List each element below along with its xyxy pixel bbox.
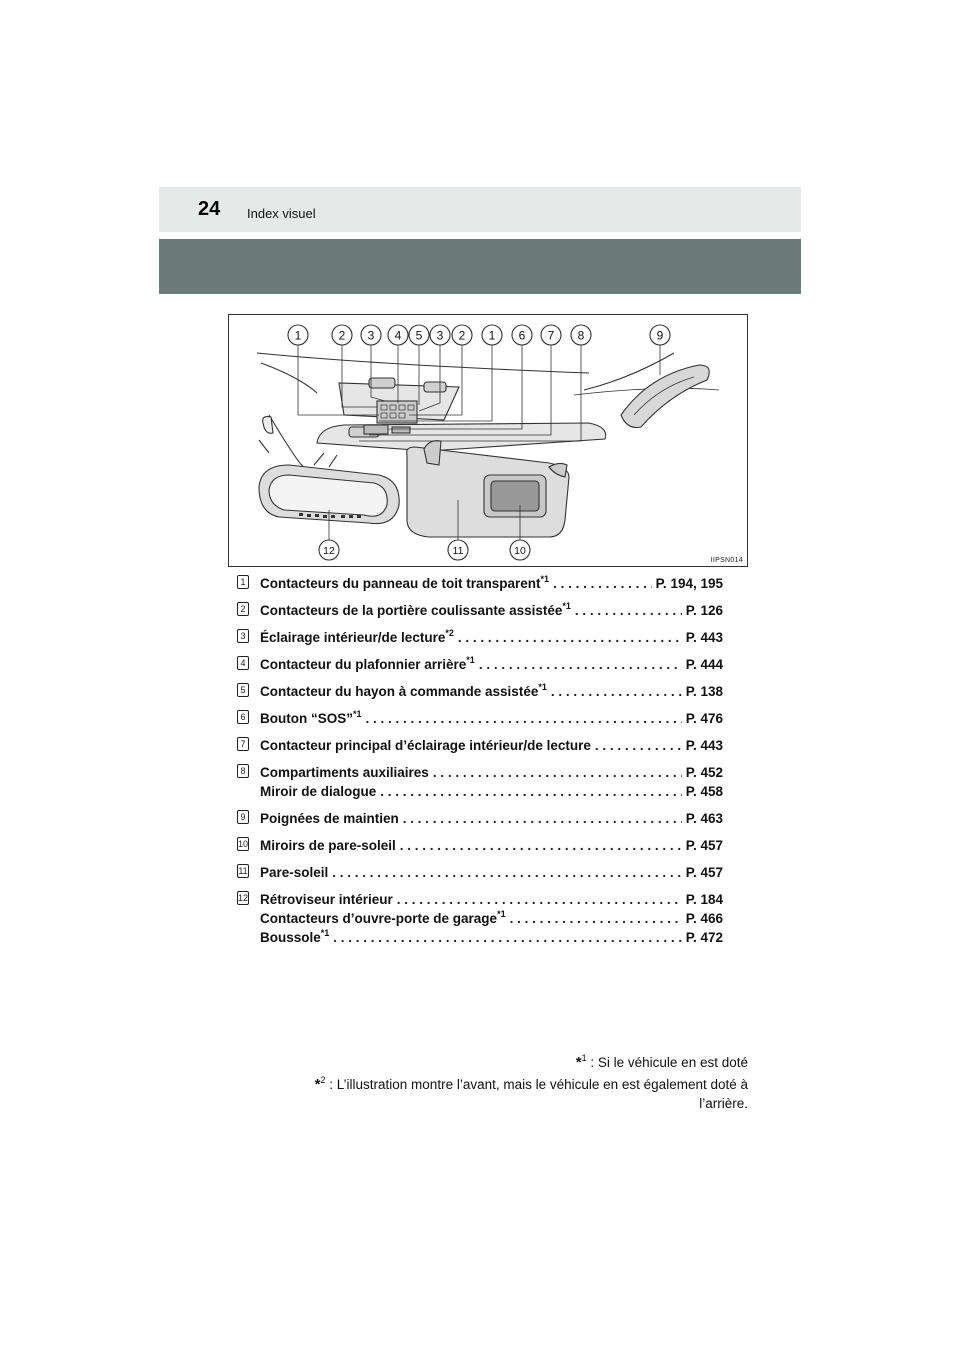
entry-line (260, 863, 723, 882)
leader-dots (403, 809, 682, 828)
callout-10: 10 (514, 545, 526, 557)
figure-code: IIPSN014 (710, 557, 743, 564)
page-reference: P. 472 (685, 930, 723, 945)
leader-dots (380, 782, 681, 801)
leader-dots (400, 836, 682, 855)
section-title: Index visuel (247, 206, 316, 221)
entry-label: Boussole$^{*1}$ (260, 928, 330, 945)
leader-dots (332, 863, 681, 882)
page-reference: P. 444 (685, 657, 723, 672)
callout-1-left: 1 (294, 328, 302, 343)
entry-label: Poignées de maintien (260, 811, 399, 826)
entry-line (260, 890, 723, 909)
page-reference: P. 194, 195 (655, 576, 723, 591)
callout-7: 7 (547, 328, 555, 343)
page-reference: P. 126 (685, 603, 723, 618)
entry-line (260, 763, 723, 782)
footnote: *$^1$ : Si le véhicule en est doté (575, 1053, 748, 1071)
footnote-mark: *1 (320, 928, 330, 938)
callout-2-right: 2 (458, 328, 466, 343)
leader-dots (595, 736, 682, 755)
callout-3-left: 3 (367, 328, 375, 343)
leader-dots (458, 628, 682, 647)
entry-number-badge: 3 (237, 629, 249, 643)
footnote-mark: *1 (538, 682, 547, 692)
entry-number-badge: 11 (238, 866, 248, 876)
index-entry-9 (237, 809, 723, 828)
leader-dots (397, 890, 682, 909)
index-entry-3 (237, 628, 723, 647)
page-reference: P. 457 (685, 865, 723, 880)
footnote-mark: *1 (466, 655, 475, 665)
entry-number-badge: 2 (237, 602, 249, 616)
leader-dots (551, 682, 682, 701)
callout-4: 4 (394, 328, 402, 343)
footnotes (278, 1053, 748, 1116)
ceiling-drawing (229, 315, 749, 568)
entry-line (260, 736, 723, 755)
callout-8: 8 (577, 328, 585, 343)
callout-3-right: 3 (436, 328, 444, 343)
page-reference: P. 466 (685, 911, 723, 926)
entry-label: Compartiments auxiliaires (260, 765, 429, 780)
entry-number-badge: 12 (238, 893, 249, 903)
callout-2-left: 2 (338, 328, 346, 343)
page-number: 24 (198, 198, 221, 220)
callout-1-right: 1 (488, 328, 496, 343)
footnote-mark: *1 (353, 709, 362, 719)
page-reference: P. 463 (685, 811, 723, 826)
callout-6: 6 (518, 328, 526, 343)
index-entry-1 (237, 574, 723, 593)
leader-dots (510, 909, 682, 928)
entry-label: Contacteurs d’ouvre-porte de garage$^{*1}$ (260, 909, 506, 926)
footnote-mark: *1 (562, 601, 571, 611)
leader-dots (575, 601, 682, 620)
footnote-mark: *1 (540, 574, 550, 584)
chapter-band (159, 239, 801, 294)
callout-9: 9 (656, 328, 664, 343)
page-reference: P. 452 (685, 765, 723, 780)
entry-label: Rétroviseur intérieur (260, 892, 393, 907)
footnote: *$^2$ : L’illustration montre l’avant, mais le véhicule en est également doté à l’arrière. (314, 1075, 748, 1111)
page-reference: P. 458 (685, 784, 723, 799)
entry-label: Contacteur principal d’éclairage intérieur/de lecture (260, 738, 591, 753)
page-reference: P. 138 (685, 684, 723, 699)
entry-line (260, 809, 723, 828)
entry-number-badge: 6 (237, 710, 249, 724)
entry-number-badge: 10 (238, 839, 249, 849)
entry-number-badge: 5 (237, 683, 249, 697)
index-entry-7 (237, 736, 723, 755)
callout-5: 5 (415, 328, 423, 343)
index-entry-12 (237, 890, 723, 947)
entry-number-badge: 1 (237, 575, 249, 589)
index-entry-4 (237, 655, 723, 674)
entry-number-badge: 9 (237, 810, 249, 824)
leader-dots (479, 655, 682, 674)
leader-dots (366, 709, 682, 728)
entry-label: Miroirs de pare-soleil (260, 838, 396, 853)
index-list (237, 574, 723, 955)
entry-line (260, 709, 723, 728)
entry-line (260, 655, 723, 674)
entry-line (260, 782, 723, 801)
entry-label: Contacteurs du panneau de toit transparent$^{*1}$ (260, 574, 550, 591)
entry-number-badge: 4 (237, 656, 249, 670)
entry-number-badge: 8 (237, 764, 249, 778)
entry-label: Pare-soleil (260, 865, 329, 880)
entry-line (260, 909, 723, 928)
leader-dots (433, 763, 682, 782)
index-entry-10 (237, 836, 723, 855)
entry-line (260, 836, 723, 855)
page-reference: P. 476 (685, 711, 723, 726)
entry-label: Éclairage intérieur/de lecture$^{*2}$ (260, 628, 454, 645)
entry-label: Contacteurs de la portière coulissante assistée$^{*1}$ (260, 601, 571, 618)
page-reference: P. 443 (685, 738, 723, 753)
page-reference: P. 457 (685, 838, 723, 853)
footnote-mark: *1 (497, 909, 506, 919)
entry-label: Miroir de dialogue (260, 784, 377, 799)
leader-dots (333, 928, 681, 947)
entry-line (260, 628, 723, 647)
footnote-mark: *2 (445, 628, 454, 638)
interior-illustration (228, 314, 748, 567)
entry-label: Contacteur du hayon à commande assistée$^{*1}$ (260, 682, 547, 699)
leader-dots (553, 574, 652, 593)
index-entry-8 (237, 763, 723, 801)
index-entry-2 (237, 601, 723, 620)
index-entry-11 (237, 863, 723, 882)
entry-label: Contacteur du plafonnier arrière$^{*1}$ (260, 655, 475, 672)
entry-number-badge: 7 (237, 737, 249, 751)
callout-12: 12 (323, 545, 335, 557)
entry-line (260, 682, 723, 701)
page-reference: P. 443 (685, 630, 723, 645)
entry-line (260, 601, 723, 620)
index-entry-5 (237, 682, 723, 701)
entry-line (260, 574, 723, 593)
callout-11: 11 (452, 545, 464, 557)
index-entry-6 (237, 709, 723, 728)
entry-label: Bouton “SOS”$^{*1}$ (260, 709, 362, 726)
page-reference: P. 184 (685, 892, 723, 907)
entry-line (260, 928, 723, 947)
